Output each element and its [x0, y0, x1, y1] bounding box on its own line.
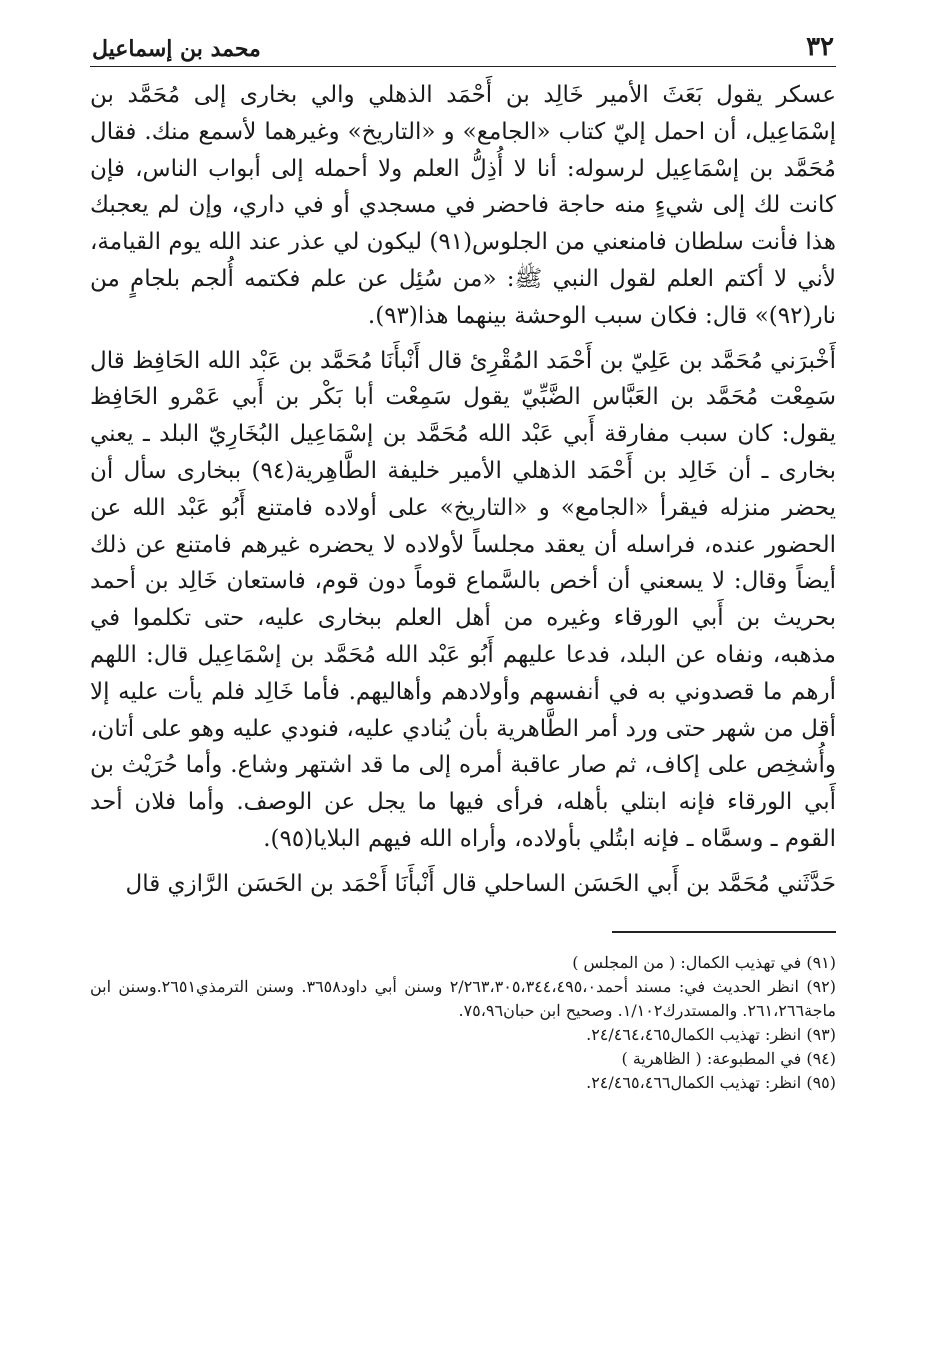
footnote: (٩١) في تهذيب الكمال: ( من المجلس ) — [572, 952, 836, 972]
footnote: (٩٢) انظر الحديث في: مسند أحمد٢/٢٦٣،٣٠٥،٣٤٤،٤٩٥،٠ وسنن أبي داود٣٦٥٨. وسنن الترمذي٢٦٥١.وسنن ابن ماجة٢٦١،٢٦٦. والمستدرك١/١٠٢. وصحيح ابن حبان٧٥،٩٦. — [90, 976, 837, 1020]
running-title: محمد بن إسماعيل — [92, 36, 261, 62]
page-header — [90, 28, 836, 67]
paragraph: حَدَّثَني مُحَمَّد بن أَبي الحَسَن الساحلي قال أَنْبأَنَا أَحْمَد بن الحَسَن الرَّازي قال — [125, 870, 836, 897]
footnotes — [90, 951, 836, 1095]
paragraph: أَخْبرَني مُحَمَّد بن عَلِيّ بن أَحْمَد المُقْرِئ قال أَنْبأَنَا مُحَمَّد بن عَبْد الله الحَافِظ قال سَمِعْت مُحَمَّد بن العَبَّاس الضَّبِّيّ يقول سَمِعْت أبا بَكْر بن أَبي عَمْرو الحَافِظ يقول: كان سبب مفارقة أَبي عَبْد الله مُحَمَّد بن إسْمَاعِيل البُخَارِيّ البلد ـ يعني بخارى ـ أن خَالِد بن أَحْمَد الذهلي الأمير خليفة الطَّاهِرية(٩٤) ببخارى سأل أن يحضر منزله فيقرأ «الجامع» و «التاريخ» على أولاده فامتنع أَبُو عَبْد الله عن الحضور عنده، فراسله أن يعقد مجلساً لأولاده لا يحضره غيرهم فامتنع عن ذلك أيضاً وقال: لا يسعني أن أخص بالسَّماع قوماً دون قوم، فاستعان خَالِد بن أحمد بحريث بن أَبي الورقاء وغيره من أهل العلم ببخارى عليه، حتى تكلموا في مذهبه، ونفاه عن البلد، فدعا عليهم أَبُو عَبْد الله مُحَمَّد بن إسْمَاعِيل قال: اللهم أرهم ما قصدوني به في أنفسهم وأولادهم وأهاليهم. فأما خَالِد فلم يأت عليه إلا أقل من شهر حتى ورد أمر الطَّاهرية بأن يُنادي عليه، فنودي عليه وهو على أتان، وأُشخِص على إكاف، ثم صار عاقبة أمره إلى ما قد اشتهر وشاع. وأما حُرَيْث بن أَبي الورقاء فإنه ابتلي بأهله، فرأى فيها ما يجل عن الوصف. وأما فلان أحد القوم ـ وسمَّاه ـ فإنه ابتُلي بأولاده، وأراه الله فيهم البلايا(٩٥). — [90, 347, 836, 852]
footnote: (٩٣) انظر: تهذيب الكمال٢٤/٤٦٤،٤٦٥. — [586, 1024, 836, 1044]
footnote: (٩٥) انظر: تهذيب الكمال٢٤/٤٦٥،٤٦٦. — [586, 1072, 836, 1092]
page-number: ٣٢ — [806, 32, 834, 62]
footnote: (٩٤) في المطبوعة: ( الظاهرية ) — [621, 1048, 836, 1068]
footnote-divider — [612, 931, 836, 933]
main-text — [90, 77, 836, 903]
book-page — [90, 28, 836, 1338]
paragraph: عسكر يقول بَعَثَ الأمير خَالِد بن أَحْمَد الذهلي والي بخارى إلى مُحَمَّد بن إسْمَاعِيل، أن احمل إليّ كتاب «الجامع» و «التاريخ» وغيرهما لأسمع منك. فقال مُحَمَّد بن إسْمَاعِيل لرسوله: أنا لا أُذِلُّ العلم ولا أحمله إلى أبواب الناس، فإن كانت لك إلى شيءٍ منه حاجة فاحضر في مسجدي أو في داري، وإن لم يعجبك هذا فأنت سلطان فامنعني من الجلوس(٩١) ليكون لي عذر عند الله يوم القيامة، لأني لا أكتم العلم لقول النبي ﷺ: «من سُئِل عن علم فكتمه أُلجم بلجامٍ من نار(٩٢)» قال: فكان سبب الوحشة بينهما هذا(٩٣). — [90, 82, 836, 329]
